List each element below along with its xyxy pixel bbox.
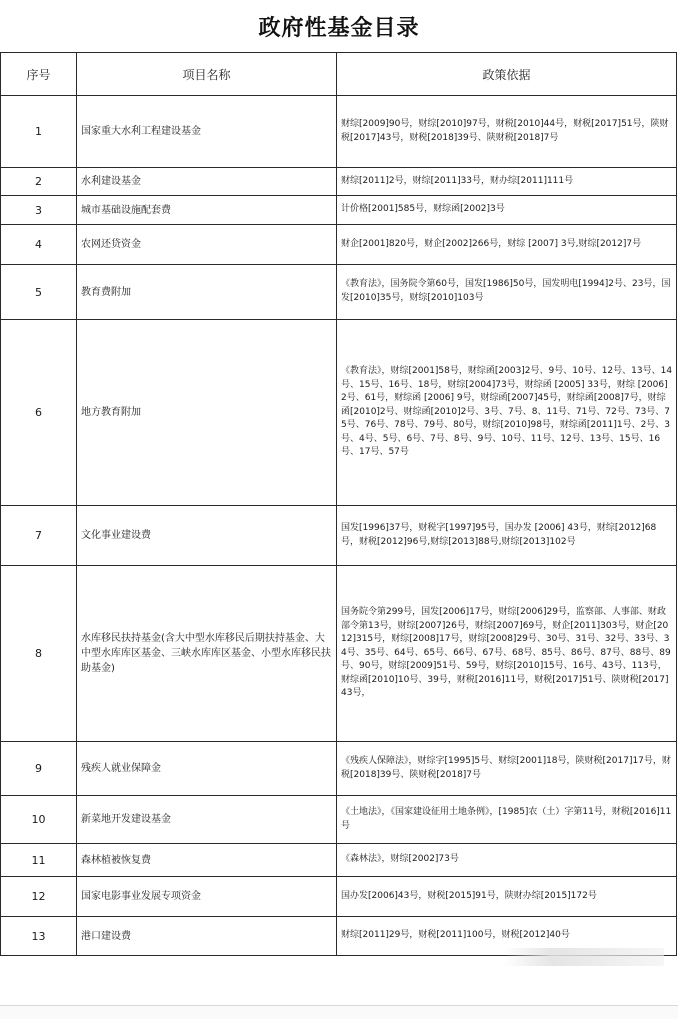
project-name-cell: 城市基础设施配套费 (77, 196, 337, 225)
table-header-row (1, 53, 677, 96)
row-number-cell: 8 (1, 566, 77, 742)
project-name-cell: 文化事业建设费 (77, 506, 337, 566)
row-number-cell: 5 (1, 265, 77, 320)
policy-basis-cell: 计价格[2001]585号，财综函[2002]3号 (337, 196, 677, 225)
policy-basis-cell: 《教育法》，国务院令第60号，国发[1986]50号，国发明电[1994]2号、23号，国发[2010]35号，财综[2010]103号 (337, 265, 677, 320)
project-name-cell: 新菜地开发建设基金 (77, 796, 337, 844)
row-number-cell: 6 (1, 320, 77, 506)
page-title: 政府性基金目录 (258, 14, 420, 41)
row-number-cell: 2 (1, 168, 77, 196)
table-row (1, 877, 677, 917)
project-name-cell: 地方教育附加 (77, 320, 337, 506)
project-name-cell: 国家电影事业发展专项资金 (77, 877, 337, 917)
project-name-cell: 农网还贷资金 (77, 225, 337, 265)
policy-basis-cell: 财企[2001]820号，财企[2002]266号，财综 [2007] 3号,财综[2012]7号 (337, 225, 677, 265)
project-name-cell: 水库移民扶持基金(含大中型水库移民后期扶持基金、大中型水库库区基金、三峡水库库区基金、小型水库移民扶助基金) (77, 566, 337, 742)
table-row (1, 320, 677, 506)
row-number-cell: 9 (1, 742, 77, 796)
project-name-cell: 残疾人就业保障金 (77, 742, 337, 796)
column-header-name: 项目名称 (77, 53, 337, 96)
project-name-cell: 国家重大水利工程建设基金 (77, 96, 337, 168)
policy-basis-cell: 财综[2011]29号，财税[2011]100号，财税[2012]40号 (337, 917, 677, 956)
project-name-cell: 水利建设基金 (77, 168, 337, 196)
policy-basis-cell: 《残疾人保障法》，财综字[1995]5号、财综[2001]18号，陕财税[2017]17号，财税[2018]39号、陕财税[2018]7号 (337, 742, 677, 796)
row-number-cell: 13 (1, 917, 77, 956)
row-number-cell: 11 (1, 844, 77, 877)
policy-basis-cell: 财综[2009]90号，财综[2010]97号，财税[2010]44号，财税[2017]51号，陕财税[2017]43号，财税[2018]39号、陕财税[2018]7号 (337, 96, 677, 168)
table-row (1, 265, 677, 320)
table-row (1, 196, 677, 225)
policy-basis-cell: 财综[2011]2号，财综[2011]33号，财办综[2011]111号 (337, 168, 677, 196)
column-header-basis: 政策依据 (337, 53, 677, 96)
row-number-cell: 12 (1, 877, 77, 917)
row-number-cell: 4 (1, 225, 77, 265)
project-name-cell: 教育费附加 (77, 265, 337, 320)
row-number-cell: 7 (1, 506, 77, 566)
policy-basis-cell: 《教育法》，财综[2001]58号，财综函[2003]2号、9号、10号、12号、13号、14号、15号、16号、18号，财综[2004]73号，财综函 [2005] 33号，财综 [2006] 2号、61号，财综函 [2006] 9号，财综函[2007]45号，财综函[2008]7号，财综函[2010]2号、财综函[2010]2号、3号、7号、8、11号、71号、72号、73号、75号、76号、78号、79号、80号，财综[2010]98号，财综函[2011]1号、2号、3号、4号、5号、6号、7号、8号、9号、10号、11号、12号、13号、15号、16号、17号、57号 (337, 320, 677, 506)
row-number-cell: 1 (1, 96, 77, 168)
policy-basis-cell: 国务院令第299号，国发[2006]17号，财综[2006]29号，监察部、人事部、财政部令第13号，财综[2007]26号，财综[2007]69号，财企[2011]303号，财企[2012]315号，财综[2008]17号，财综[2008]29号、30号、31号、32号、33号、34号、35号、64号、65号、66号、67号、68号、85号、86号、87号、88号、89号、90号，财综[2009]51号、59号，财综[2010]15号、16号、43号、113号，财综函[2010]10号、39号，财税[2016]11号，财税[2017]51号、陕财税[2017]43号， (337, 566, 677, 742)
table-row (1, 225, 677, 265)
table-row (1, 168, 677, 196)
table-row (1, 844, 677, 877)
row-number-cell: 10 (1, 796, 77, 844)
policy-basis-cell: 《森林法》，财综[2002]73号 (337, 844, 677, 877)
column-header-no: 序号 (1, 53, 77, 96)
row-number-cell: 3 (1, 196, 77, 225)
table-row (1, 566, 677, 742)
project-name-cell: 港口建设费 (77, 917, 337, 956)
watermark (504, 948, 664, 966)
project-name-cell: 森林植被恢复费 (77, 844, 337, 877)
policy-basis-cell: 国发[1996]37号，财税字[1997]95号，国办发 [2006] 43号，财综[2012]68号，财税[2012]96号,财综[2013]88号,财综[2013]102号 (337, 506, 677, 566)
policy-basis-cell: 国办发[2006]43号，财税[2015]91号，陕财办综[2015]172号 (337, 877, 677, 917)
sheet-bottom-edge (0, 1005, 678, 1019)
table-row (1, 96, 677, 168)
table-row (1, 506, 677, 566)
table-row (1, 742, 677, 796)
fund-table (0, 52, 677, 956)
table-row (1, 796, 677, 844)
policy-basis-cell: 《土地法》，《国家建设征用土地条例》，[1985]农（土）字第11号，财税[2016]11号 (337, 796, 677, 844)
